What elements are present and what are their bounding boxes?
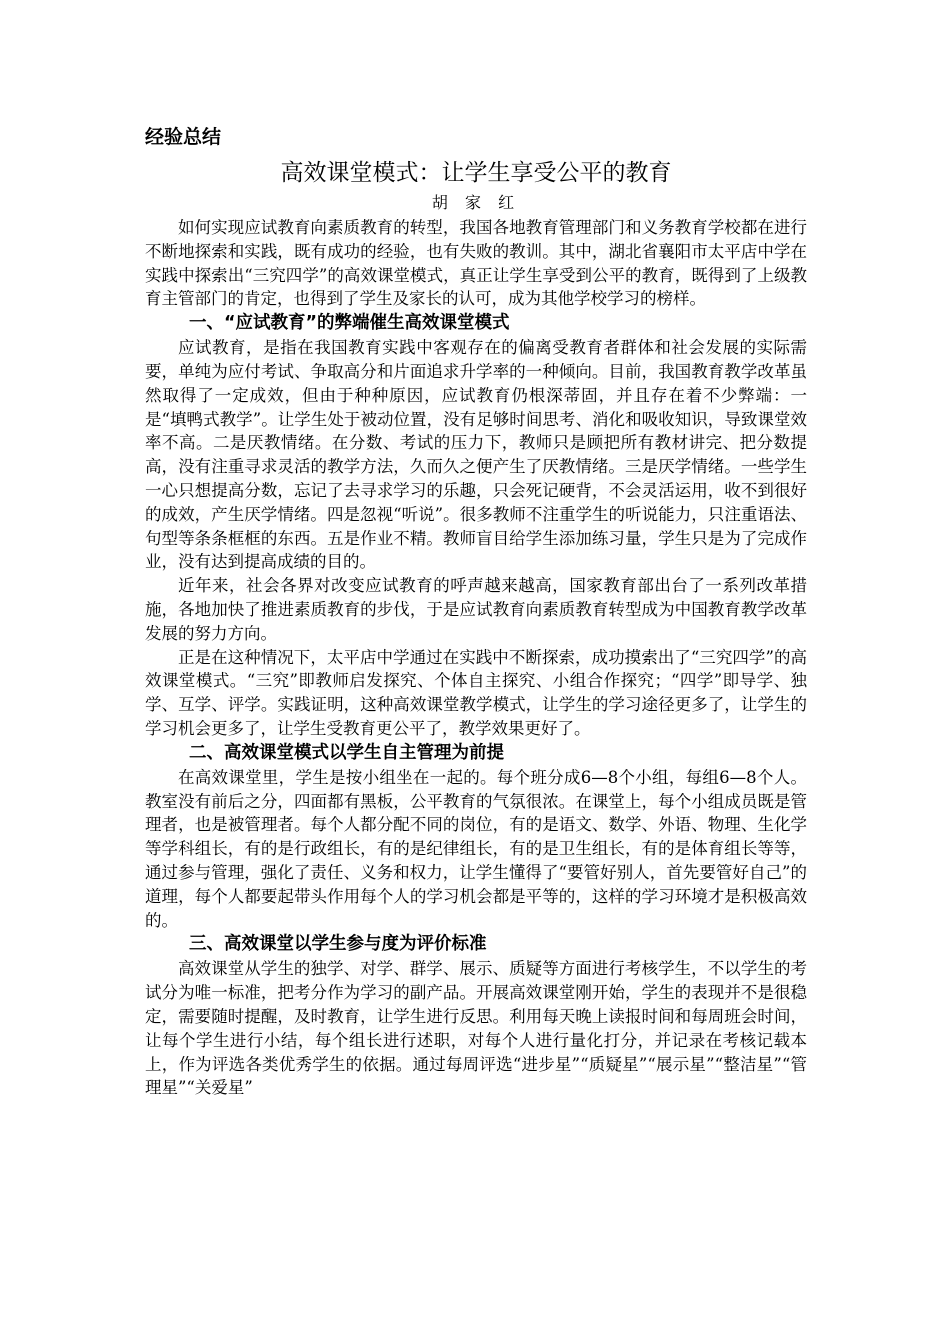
section-3-paragraph-1: 高效课堂从学生的独学、对学、群学、展示、质疑等方面进行考核学生，不以学生的考试分为唯一标准，把考分作为学习的副产品。开展高效课堂刚开始，学生的表现并不是很稳定，需要随时提醒，及时教育，让学生进行反思。利用每天晚上读报时间和每周班会时间，让每个学生进行小结，每个组长进行述职，对每个人进行量化打分，并记录在考核记载本上，作为评选各类优秀学生的依据。通过每周评选“进步星”“质疑星”“展示星”“整洁星”“管理星”“关爱星” — [145, 959, 807, 1098]
document-category: 经验总结 — [145, 126, 222, 148]
document-page — [145, 120, 807, 1100]
section-1-paragraph-1: 应试教育，是指在我国教育实践中客观存在的偏离受教育者群体和社会发展的实际需要，单纯为应付考试、争取高分和片面追求升学率的一种倾向。目前，我国教育教学改革虽然取得了一定成效，但由于种种原因，应试教育仍根深蒂固，并且存在着不少弊端：一是“填鸭式教学”。让学生处于被动位置，没有足够时间思考、消化和吸收知识，导致课堂效率不高。二是厌教情绪。在分数、考试的压力下，教师只是顾把所有教材讲完、把分数提高，没有注重寻求灵活的教学方法，久而久之便产生了厌教情绪。三是厌学情绪。一些学生一心只想提高分数，忘记了去寻求学习的乐趣，只会死记硬背，不会灵活运用，收不到很好的成效，产生厌学情绪。四是忽视“听说”。很多教师不注重学生的听说能力，只注重语法、句型等条条框框的东西。五是作业不精。教师盲目给学生添加练习量，学生只是为了完成作业，没有达到提高成绩的目的。 — [145, 338, 807, 572]
document-author: 胡 家 红 — [431, 193, 521, 212]
document-title: 高效课堂模式：让学生享受公平的教育 — [280, 160, 672, 186]
intro-paragraph: 如何实现应试教育向素质教育的转型，我国各地教育管理部门和义务教育学校都在进行不断地探索和实践，既有成功的经验，也有失败的教训。其中，湖北省襄阳市太平店中学在实践中探索出“三究四学”的高效课堂模式，真正让学生享受到公平的教育，既得到了上级教育主管部门的肯定，也得到了学生及家长的认可，成为其他学校学习的榜样。 — [145, 218, 807, 309]
section-2-paragraph-1: 在高效课堂里，学生是按小组坐在一起的。每个班分成6—8个小组，每组6—8个人。教室没有前后之分，四面都有黑板，公平教育的气氛很浓。在课堂上，每个小组成员既是管理者，也是被管理者。每个人都分配不同的岗位，有的是语文、数学、外语、物理、生化学等学科组长，有的是行政组长，有的是纪律组长，有的是卫生组长，有的是体育组长等等，通过参与管理，强化了责任、义务和权力，让学生懂得了“要管好别人，首先要管好自己”的道理，每个人都要起带头作用每个人的学习机会都是平等的，这样的学习环境才是积极高效的。 — [145, 767, 807, 930]
section-1-paragraph-3: 正是在这种情况下，太平店中学通过在实践中不断探索，成功摸索出了“三究四学”的高效课堂模式。“三究”即教师启发探究、个体自主探究、小组合作探究；“四学”即导学、独学、互学、评学。实践证明，这种高效课堂教学模式，让学生的学习途径更多了，让学生的学习机会更多了，让学生受教育更公平了，教学效果更好了。 — [145, 647, 807, 738]
section-1-heading: 一、“应试教育”的弊端催生高效课堂模式 — [189, 313, 510, 334]
section-1-paragraph-2: 近年来，社会各界对改变应试教育的呼声越来越高，国家教育部出台了一系列改革措施，各地加快了推进素质教育的步伐，于是应试教育向素质教育转型成为中国教育教学改革发展的努力方向。 — [145, 576, 807, 643]
section-2-heading: 二、高效课堂模式以学生自主管理为前提 — [189, 742, 504, 763]
section-3-heading: 三、高效课堂以学生参与度为评价标准 — [189, 934, 487, 955]
